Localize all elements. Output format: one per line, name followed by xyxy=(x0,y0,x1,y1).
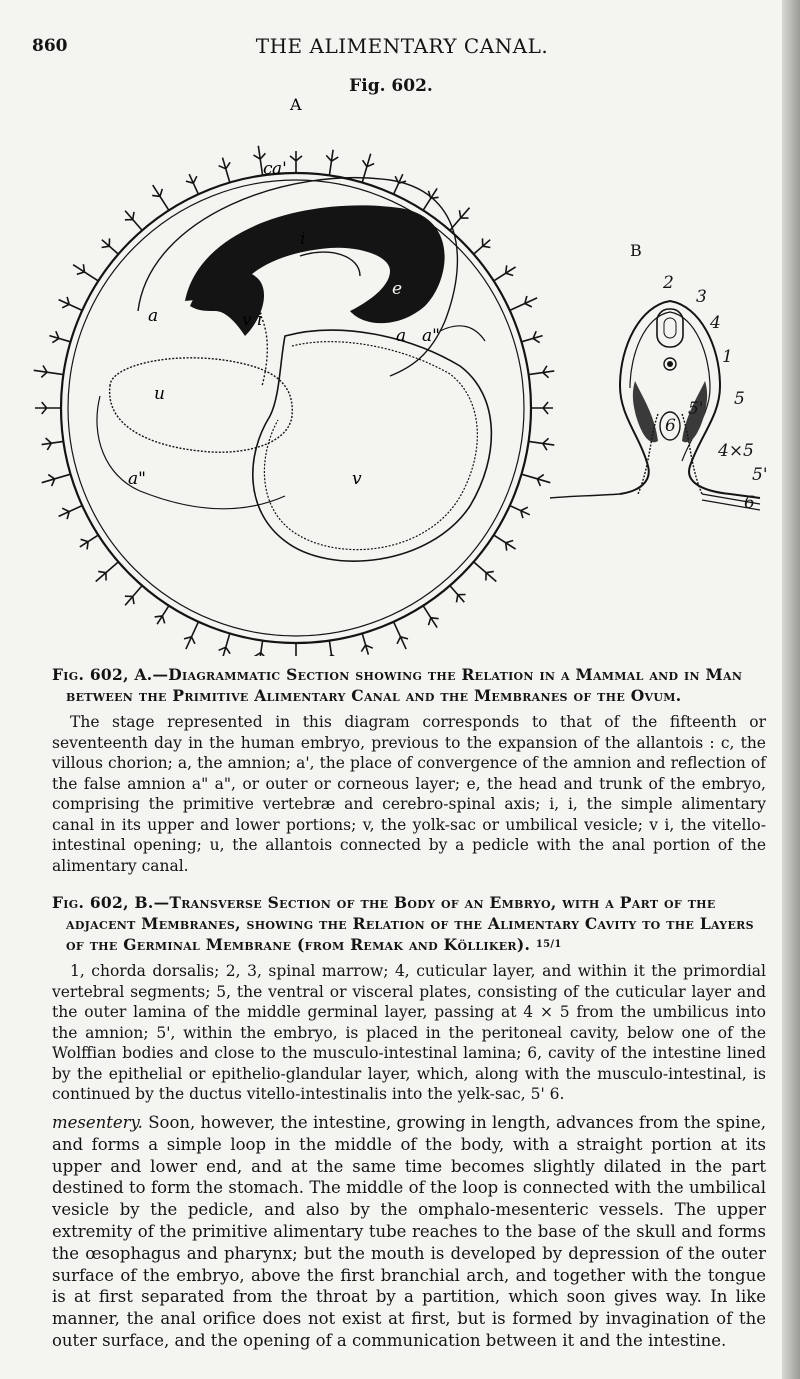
label-e: e xyxy=(392,279,403,299)
label-b-3: 3 xyxy=(696,287,707,307)
villus xyxy=(494,265,516,281)
diagram-b xyxy=(550,241,768,513)
villus xyxy=(102,238,119,254)
label-a-prime: a' xyxy=(272,159,287,179)
villus xyxy=(290,643,302,656)
false-amnion xyxy=(97,326,485,509)
yolk-sac-inner xyxy=(264,342,477,550)
caption-b-title-text: Fig. 602, B.—Transverse Section of the Body of an Embryo, with a Part of the adjacent Membranes, showing the Relation of the Alimentary Cavity to the Layers of the Germinal Membrane (from Remak and Kölliker). xyxy=(52,893,754,954)
caption-a xyxy=(52,664,766,876)
label-a-dbl: a" xyxy=(422,326,440,346)
villus xyxy=(59,297,83,311)
label-a-right: a xyxy=(396,326,407,346)
page-edge-shadow xyxy=(782,0,800,1379)
villus xyxy=(522,474,551,486)
caption-a-title: Fig. 602, A.—Diagrammatic Section showing the Relation in a Mammal and in Man between the Primitive Alimentary Canal and the Membranes of the Ovum. xyxy=(52,665,743,705)
label-a-dbl-low: a" xyxy=(128,469,146,489)
label-b-5-prime-out: 5' xyxy=(752,465,768,485)
villus xyxy=(290,151,302,173)
villus xyxy=(531,402,553,414)
yolk-sac xyxy=(253,330,492,561)
label-v: v xyxy=(352,469,362,489)
villus xyxy=(450,208,470,231)
villus xyxy=(42,438,64,450)
villus xyxy=(254,641,266,656)
caption-b-body: 1, chorda dorsalis; 2, 3, spinal marrow; 4, cuticular layer, and within it the primordial vertebral segments; 5, the ventral or visceral plates, consisting of the cuticular layer and the outer lamina of the middle germinal layer, passing at 4 × 5 from the umbilicus into the amnion; 5', within the embryo, is placed in the peritoneal cavity, below one of the Wolffian bodies and close to the musculo-intestinal lamina; 6, cavity of the intestine lined by the epithelial or epithelio-glandular layer, which, along with the musculo-intestinal, is continued by the ductus vitello-intestinalis into the yelk-sac, 5' 6. xyxy=(52,962,766,1103)
villus xyxy=(49,331,70,343)
villus xyxy=(423,606,438,628)
caption-b-title xyxy=(52,892,766,955)
villus xyxy=(474,562,497,582)
villus xyxy=(394,622,408,649)
villus xyxy=(394,174,407,194)
label-b-2: 2 xyxy=(663,273,674,293)
label-c: c xyxy=(263,159,273,179)
label-b-1: 1 xyxy=(722,347,733,367)
villus xyxy=(219,158,231,183)
label-b-5: 5 xyxy=(734,389,745,409)
villus xyxy=(125,586,142,606)
label-b-4: 4 xyxy=(710,313,721,333)
body-inner-outline xyxy=(630,312,710,461)
villus xyxy=(152,185,169,210)
main-paragraph-text: Soon, however, the intestine, growing in length, advances from the spine, and forms a simple loop in the middle of the body, with a straight portion at its upper and lower end, and at the same time becomes slightly dilated in the part destined to form the stomach. The middle of the loop is connected with the umbilical vesicle by the pedicle, and also by the omphalo-mesenteric vessels. The upper extremity of the primitive alimentary tube reaches to the base of the skull and forms the œsophagus and pharynx; but the mouth is developed by depression of the outer surface of the embryo, above the first branchial arch, and together with the tongue is at first separated from the throat by a partition, which soon gives way. In like manner, the anal orifice does not exist at first, but is formed by invagination of the outer surface, and the opening of a communication between it and the intestine. xyxy=(52,1113,766,1350)
villus xyxy=(474,238,491,254)
villus xyxy=(510,506,530,518)
villus xyxy=(423,188,438,210)
villus xyxy=(510,296,537,310)
figure-drawing xyxy=(30,96,770,656)
villus xyxy=(522,331,543,343)
label-i: i xyxy=(300,229,306,249)
label-a-left: a xyxy=(148,306,159,326)
villus xyxy=(42,474,71,486)
villus xyxy=(184,622,198,649)
panel-label-b: B xyxy=(630,241,642,260)
villus xyxy=(35,402,61,414)
caption-b-magnification: 15/1 xyxy=(535,939,562,950)
alimentary-loop xyxy=(300,252,360,276)
caption-a-body: The stage represented in this diagram corresponds to that of the fifteenth or seventeenth day in the human embryo, previous to the expansion of the allantois : c, the villous chorion; a, the amnion; a', the place of convergence of the amnion and reflection of the false amnion a" a", or outer or corneous layer; e, the head and trunk of the embryo, comprising the primitive vertebræ and cerebro-spinal axis; i, i, the simple alimentary canal in its upper and lower portions; v, the yolk-sac or umbilical vesicle; v i, the vitello-intestinal opening; u, the allantois connected by a pedicle with the anal portion of the alimentary canal. xyxy=(52,713,766,875)
villus xyxy=(529,438,555,450)
figure-602 xyxy=(30,96,770,656)
villus xyxy=(73,264,98,281)
villus xyxy=(450,586,466,603)
villus xyxy=(326,641,338,656)
main-lead-word: mesentery. xyxy=(52,1113,143,1132)
page-number: 860 xyxy=(32,36,68,56)
panel-label-a: A xyxy=(290,96,302,114)
villus xyxy=(155,606,169,625)
label-u: u xyxy=(154,384,165,404)
label-b-5-prime: 5' xyxy=(688,399,704,419)
villus xyxy=(529,366,555,378)
spinal-canal xyxy=(664,318,676,338)
running-title: THE ALIMENTARY CANAL. xyxy=(255,34,549,58)
membrane-left xyxy=(550,494,620,498)
villus xyxy=(96,562,119,582)
villus xyxy=(59,506,83,519)
main-paragraph xyxy=(52,1112,766,1352)
caption-b xyxy=(52,892,766,1105)
villus xyxy=(326,150,338,176)
figure-label: Fig. 602. xyxy=(349,76,433,96)
ventral-plate-left xyxy=(633,381,658,442)
label-vi: v i xyxy=(242,310,263,330)
villus xyxy=(494,535,516,551)
label-b-6: 6 xyxy=(665,416,676,436)
villus xyxy=(125,211,142,231)
villus xyxy=(361,634,373,655)
label-b-6-out: 6 xyxy=(744,493,755,513)
chorda-core xyxy=(668,362,673,367)
villus xyxy=(219,634,231,657)
villus xyxy=(34,366,64,378)
villus xyxy=(186,174,199,194)
villus xyxy=(80,535,99,549)
diagram-a xyxy=(34,96,555,656)
running-head xyxy=(32,34,772,60)
label-b-4x5: 4×5 xyxy=(718,441,754,461)
